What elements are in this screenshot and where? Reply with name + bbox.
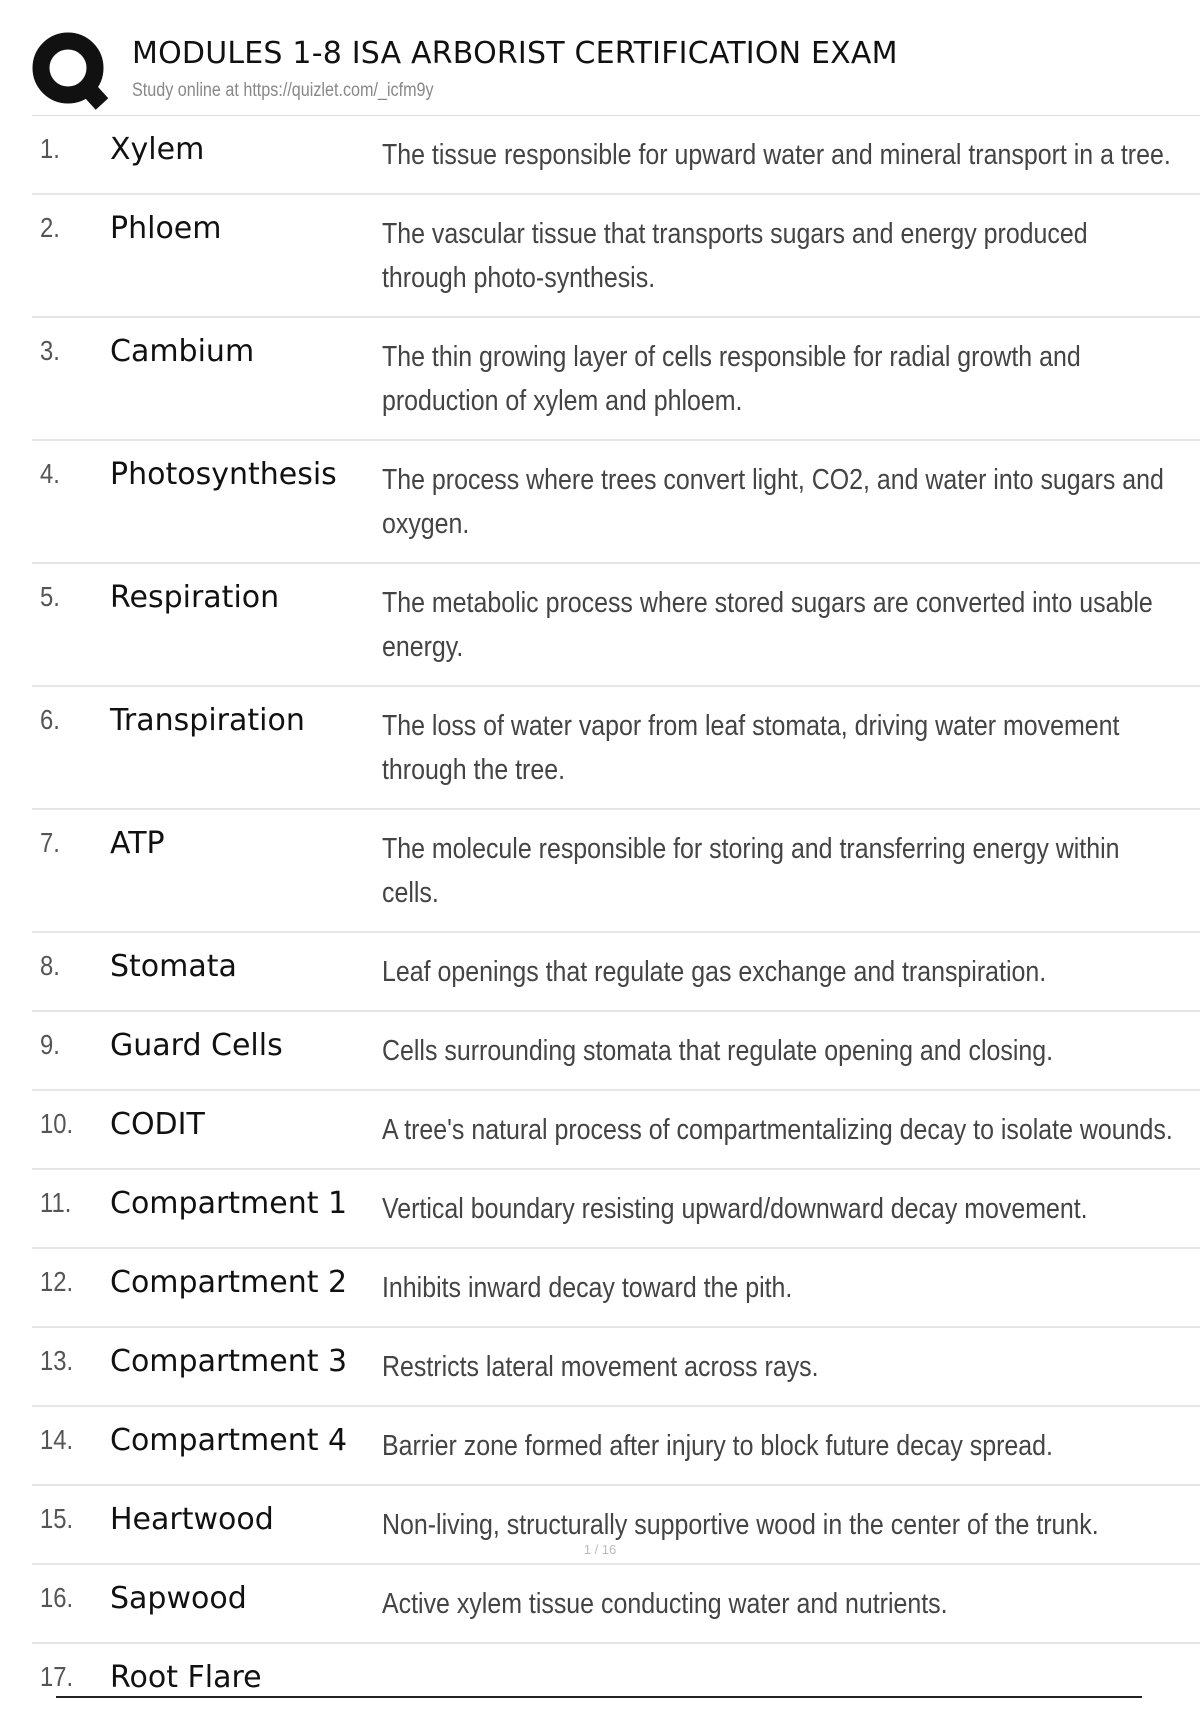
term-name: Compartment 2 [110,1265,348,1300]
term-number: 9. [40,1029,60,1060]
term-definition: The metabolic process where stored sugars are converted into usable energy. [382,587,1153,663]
term-row [32,1091,1200,1170]
term-definition: The molecule responsible for storing and transferring energy within cells. [382,833,1120,909]
term-name: Root Flare [110,1660,262,1695]
term-definition: The vascular tissue that transports sugars and energy produced through photo-synthesis. [382,218,1088,294]
term-number: 3. [40,335,60,366]
term-number: 14. [40,1424,74,1455]
term-definition [382,1644,1173,1677]
term-definition: Barrier zone formed after injury to block future decay spread. [382,1430,1053,1462]
term-definition: Vertical boundary resisting upward/downward decay movement. [382,1193,1088,1225]
term-name: Guard Cells [110,1028,283,1063]
term-definition: The loss of water vapor from leaf stomata, driving water movement through the tree. [382,710,1120,786]
term-definition: The thin growing layer of cells responsible for radial growth and production of xylem and phloem. [382,341,1081,417]
document-header [32,28,1200,116]
term-row [32,1407,1200,1486]
term-name: Xylem [110,132,205,167]
term-number: 12. [40,1266,74,1297]
term-name: Photosynthesis [110,457,337,492]
term-name: Compartment 1 [110,1186,348,1221]
term-definition: Leaf openings that regulate gas exchange and transpiration. [382,956,1047,988]
term-number: 15. [40,1503,74,1534]
term-row [32,810,1200,933]
term-row [32,1012,1200,1091]
term-row [32,195,1200,318]
term-name: Transpiration [110,703,305,738]
term-row [32,1328,1200,1407]
term-name: Compartment 3 [110,1344,348,1379]
term-name: Respiration [110,580,280,615]
term-row [32,1170,1200,1249]
term-number: 16. [40,1582,74,1613]
term-definition: Cells surrounding stomata that regulate opening and closing. [382,1035,1054,1067]
document-title: MODULES 1-8 ISA ARBORIST CERTIFICATION EXAM [132,36,898,71]
term-row [32,318,1200,441]
term-number: 6. [40,704,60,735]
term-definition: The tissue responsible for upward water and mineral transport in a tree. [382,139,1171,171]
term-row [32,1644,1200,1720]
term-name: Phloem [110,211,222,246]
term-number: 17. [40,1661,74,1692]
term-name: Sapwood [110,1581,247,1616]
term-name: Compartment 4 [110,1423,348,1458]
term-row [32,933,1200,1012]
term-name: CODIT [110,1107,205,1142]
quizlet-logo-icon [32,30,142,114]
term-number: 5. [40,581,60,612]
term-definition: A tree's natural process of compartmentalizing decay to isolate wounds. [382,1114,1173,1146]
footer-divider [56,1696,1142,1698]
term-number: 4. [40,458,60,489]
term-list [32,116,1200,1720]
term-definition: The process where trees convert light, CO2, and water into sugars and oxygen. [382,464,1164,540]
term-number: 1. [40,133,60,164]
term-name: Cambium [110,334,255,369]
term-number: 13. [40,1345,74,1376]
term-number: 11. [40,1187,72,1218]
term-definition: Active xylem tissue conducting water and nutrients. [382,1588,948,1620]
term-row [32,441,1200,564]
term-number: 2. [40,212,60,243]
term-number: 7. [40,827,60,858]
term-definition: Non-living, structurally supportive wood in the center of the trunk. [382,1509,1099,1541]
study-online-link[interactable]: Study online at https://quizlet.com/_icfm9y [132,80,434,101]
term-row [32,687,1200,810]
term-row [32,564,1200,687]
term-number: 8. [40,950,60,981]
term-definition: Restricts lateral movement across rays. [382,1351,819,1383]
term-name: Heartwood [110,1502,274,1537]
term-row [32,116,1200,195]
term-row [32,1565,1200,1644]
term-definition: Inhibits inward decay toward the pith. [382,1272,793,1304]
term-name: Stomata [110,949,237,984]
term-number: 10. [40,1108,74,1139]
term-name: ATP [110,826,165,861]
term-row [32,1249,1200,1328]
page-number: 1 / 16 [583,1542,617,1557]
